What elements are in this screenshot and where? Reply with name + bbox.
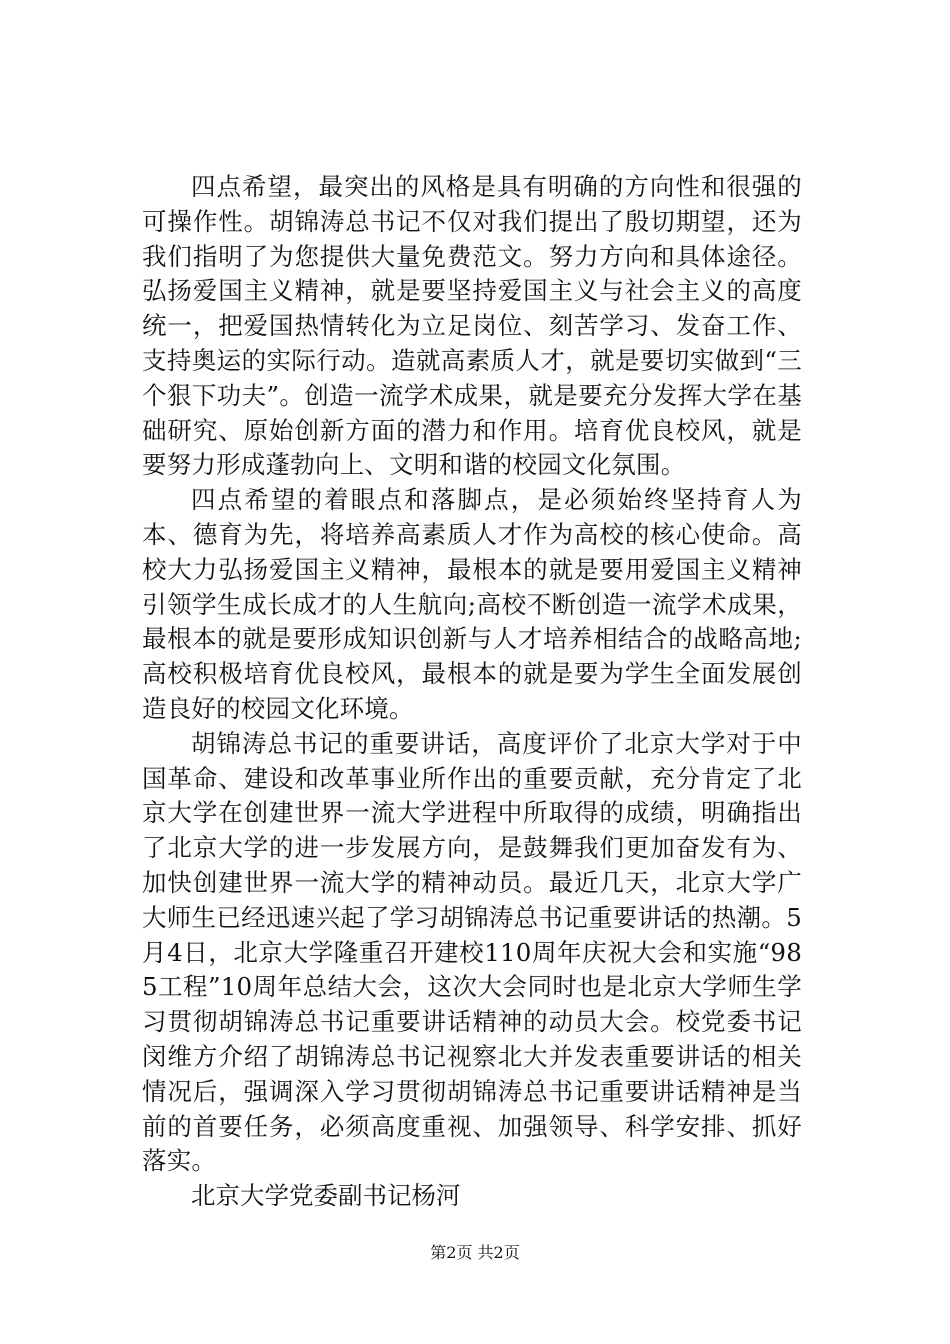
document-body (142, 170, 802, 1214)
paragraph-focus-points: 四点希望的着眼点和落脚点，是必须始终坚持育人为本、德育为先，将培养高素质人才作为高校的核心使命。高校大力弘扬爱国主义精神，最根本的就是要用爱国主义精神引领学生成长成才的人生航向;高校不断创造一流学术成果，最根本的就是要形成知识创新与人才培养相结合的战略高地;高校积极培育优良校风，最根本的就是要为学生全面发展创造良好的校园文化环境。 (142, 485, 802, 723)
paragraph-speech-significance: 胡锦涛总书记的重要讲话，高度评价了北京大学对于中国革命、建设和改革事业所作出的重要贡献，充分肯定了北京大学在创建世界一流大学进程中所取得的成绩，明确指出了北京大学的进一步发展方向，是鼓舞我们更加奋发有为、加快创建世界一流大学的精神动员。最近几天，北京大学广大师生已经迅速兴起了学习胡锦涛总书记重要讲话的热潮。5月4日，北京大学隆重召开建校110周年庆祝大会和实施“985工程”10周年总结大会，这次大会同时也是北京大学师生学习贯彻胡锦涛总书记重要讲话精神的动员大会。校党委书记闵维方介绍了胡锦涛总书记视察北大并发表重要讲话的相关情况后，强调深入学习贯彻胡锦涛总书记重要讲话精神是当前的首要任务，必须高度重视、加强领导、科学安排、抓好落实。 (142, 728, 802, 1176)
page-footer: 第2页 共2页 (430, 1243, 520, 1262)
paragraph-four-hopes: 四点希望，最突出的风格是具有明确的方向性和很强的可操作性。胡锦涛总书记不仅对我们提出了殷切期望，还为我们指明了为您提供大量免费范文。努力方向和具体途径。弘扬爱国主义精神，就是要坚持爱国主义与社会主义的高度统一，把爱国热情转化为立足岗位、刻苦学习、发奋工作、支持奥运的实际行动。造就高素质人才，就是要切实做到“三个狠下功夫”。创造一流学术成果，就是要充分发挥大学在基础研究、原始创新方面的潜力和作用。培育优良校风，就是要努力形成蓬勃向上、文明和谐的校园文化氛围。 (142, 172, 802, 480)
author-signature: 北京大学党委副书记杨河 (191, 1181, 461, 1211)
